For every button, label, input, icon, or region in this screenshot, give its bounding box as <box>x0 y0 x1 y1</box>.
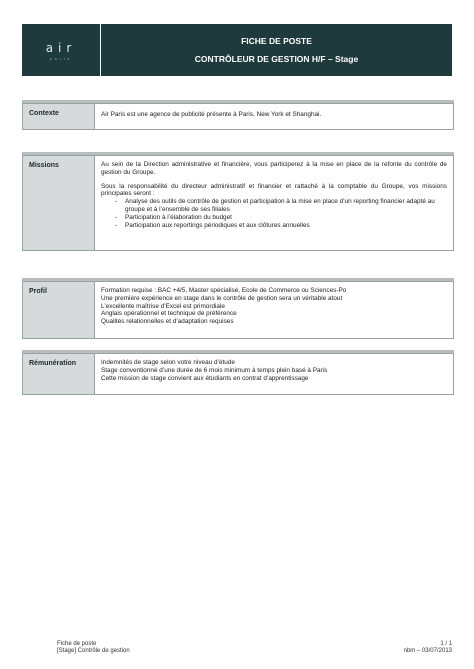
section-contexte <box>22 103 454 130</box>
footer-author-date: nbm – 03/07/2013 <box>403 648 452 654</box>
company-logo <box>22 24 100 76</box>
profil-line: Anglais opérationnel et technique de préférence <box>101 310 237 318</box>
page-number: 1 / 1 <box>440 641 452 647</box>
profil-line: Qualités relationnelles et d’adaptation requises <box>101 318 234 326</box>
list-item: - Participation aux reportings périodiques et aux clôtures annuelles <box>117 222 447 230</box>
logo-wordmark: air <box>45 40 77 55</box>
section-profil <box>22 281 454 339</box>
remuneration-line: Stage conventionné d’une durée de 6 mois minimum à temps plein basé à Paris <box>101 366 328 374</box>
document-header <box>22 24 452 76</box>
profil-line: Une première expérience en stage dans le contrôle de gestion sera un véritable atout <box>101 294 343 302</box>
section-label: Missions <box>23 156 95 250</box>
remuneration-line: Indemnités de stage selon votre niveau d’étude <box>101 359 235 366</box>
list-item: - Analyse des outils de contrôle de gestion et participation à la mise en place d’un reporting financier adapté au groupe et à l’ensemble de ses filiales <box>117 198 447 214</box>
section-label: Contexte <box>23 104 95 129</box>
section-missions <box>22 155 454 251</box>
section-divider <box>22 152 454 155</box>
missions-list <box>101 198 447 229</box>
section-label: Profil <box>23 282 95 338</box>
profil-line: Formation requise : BAC +4/5, Master spécialisé, Ecole de Commerce ou Sciences-Po <box>101 287 347 294</box>
job-title: CONTRÔLEUR DE GESTION H/F – Stage <box>194 54 359 64</box>
page-footer <box>57 641 452 655</box>
list-item: - Participation à l’élaboration du budget <box>117 214 447 222</box>
section-content <box>95 104 453 129</box>
section-content <box>95 354 453 394</box>
section-divider <box>22 100 454 103</box>
section-divider <box>22 278 454 281</box>
title-box <box>100 24 452 76</box>
section-content <box>95 156 453 250</box>
missions-paragraph: Au sein de la Direction administrative et financière, vous participerez à la mise en place de la refonte du contrôle de gestion du Groupe. <box>101 161 447 176</box>
profil-line: L’excellente maîtrise d’Excel est primordiale <box>101 302 225 310</box>
document-title: FICHE DE POSTE <box>241 36 312 46</box>
section-label: Rémunération <box>23 354 95 394</box>
section-content <box>95 282 453 338</box>
remuneration-line: Cette mission de stage convient aux étudiants en contrat d’apprentissage <box>101 374 309 382</box>
contexte-text: Air Paris est une agence de publicité présente à Paris, New York et Shanghai. <box>101 111 322 118</box>
footer-doc-name: [Stage] Contrôle de gestion <box>57 648 130 654</box>
missions-paragraph: Sous la responsabilité du directeur administratif et financier et rattaché à la comptable du Groupe, vos missions principales seront : <box>101 182 447 198</box>
footer-doc-type: Fiche de poste <box>57 641 97 647</box>
section-remuneration <box>22 353 454 395</box>
section-divider <box>22 350 454 353</box>
logo-subtext: paris <box>49 56 73 61</box>
